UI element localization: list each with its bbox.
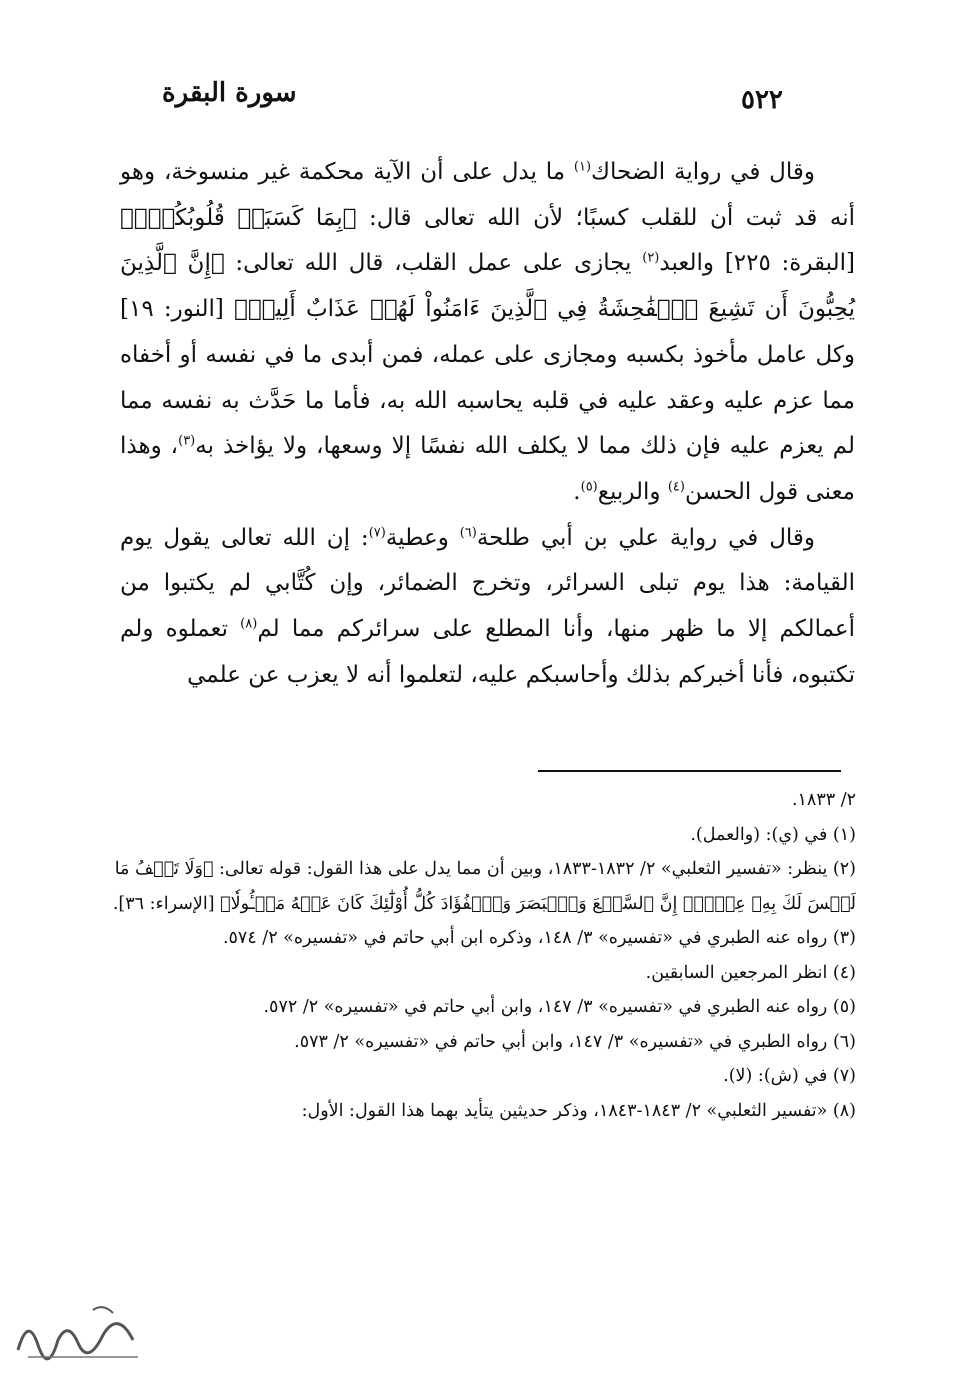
text-span: ، وهذا معنى قول الحسن: [120, 433, 855, 505]
footnote-ref-6: (٦): [459, 524, 477, 540]
footnote-ref-8: (٨): [240, 616, 258, 632]
footnote-1: (١) في (ي): (والعمل).: [690, 824, 856, 845]
page-number: ٥٢٢: [741, 85, 783, 115]
footnote-ref-7: (٧): [368, 524, 386, 540]
footnote-ref-3: (٣): [178, 433, 196, 449]
footnote-ref-5: (٥): [580, 479, 598, 495]
footnote-4: (٤) انظر المرجعين السابقين.: [645, 962, 856, 983]
main-text: [120, 150, 855, 698]
footnote-ref-1: (١): [573, 159, 592, 175]
footnote-3: (٣) رواه عنه الطبري في «تفسيره» ٣/ ١٤٨، وذكره ابن أبي حاتم في «تفسيره» ٢/ ٥٧٤.: [222, 928, 856, 948]
footnote-separator: [538, 770, 841, 772]
footnote-6: (٦) رواه الطبري في «تفسيره» ٣/ ١٤٧، وابن أبي حاتم في «تفسيره» ٢/ ٥٧٣.: [294, 1031, 856, 1052]
footnote-ref-4: (٤): [667, 479, 685, 495]
text-span: وقال في رواية علي بن أبي طلحة: [476, 524, 816, 551]
paragraph-1: [120, 150, 855, 516]
footnote-7: (٧) في (ش): (لا).: [723, 1066, 856, 1086]
calligraphy-watermark-logo: [8, 1295, 158, 1365]
text-span: ما يدل على أن الآية محكمة غير منسوخة، وهو أنه قد ثبت أن للقلب كسبًا؛ لأن الله تعالى قال: ﴿بِمَا كَسَبَتۡ قُلُوبُكُمۡۗ﴾ [البقرة: ٢٢٥] والعبد: [120, 159, 855, 277]
footnote-2: (٢) ينظر: «تفسير الثعلبي» ٢/ ١٨٣٢-١٨٣٣، وبين أن مما يدل على هذا القول: قوله تعالى: ﴿وَلَا تَقۡفُ مَا لَيۡسَ لَكَ بِهِۦ عِلۡمٌۚ إِنَّ ٱلسَّمۡعَ وَٱلۡبَصَرَ وَٱلۡفُؤَادَ كُلُّ أُوْلَٰٓئِكَ كَانَ عَنۡهُ مَسۡـُٔولٗا﴾ [الإسراء: ٣٦].: [112, 859, 856, 914]
footnote-5: (٥) رواه عنه الطبري في «تفسيره» ٣/ ١٤٧، وابن أبي حاتم في «تفسيره» ٢/ ٥٧٢.: [263, 997, 856, 1017]
text-span: والربيع: [597, 478, 668, 505]
running-header-surah: سورة البقرة: [162, 78, 297, 108]
footnote-ref-2: (٢): [642, 250, 660, 266]
text-span: تعملوه ولم تكتبوه، فأنا أخبركم بذلك وأحاسبكم عليه، لتعلموا أنه لا يعزب عن علمي: [120, 616, 855, 688]
text-span: يجازى على عمل القلب، قال الله تعالى: ﴿إِنَّ ٱلَّذِينَ يُحِبُّونَ أَن تَشِيعَ ٱلۡفَٰحِشَةُ فِي ٱلَّذِينَ ءَامَنُواْ لَهُمۡ عَذَابٌ أَلِيمٞ﴾ [النور: ١٩] وكل عامل مأخوذ بكسبه ومجازى على عمله، فمن أبدى ما في نفسه أو أخفاه مما عزم عليه وعقد عليه في قلبه يحاسبه الله به، فأما ما حَدَّث به نفسه مما لم يعزم عليه فإن ذلك مما لا يكلف الله نفسًا إلا وسعها، ولا يؤاخذ به: [120, 250, 855, 460]
text-span: وعطية: [385, 524, 460, 551]
footnote-carryover: ٢/ ١٨٣٣.: [791, 790, 856, 810]
text-span: : إن الله تعالى يقول يوم القيامة: هذا يوم تبلى السرائر، وتخرج الضمائر، وإن كُتَّابي لم يكتبوا من أعمالكم إلا ما ظهر منها، وأنا المطلع على سرائركم مما لم: [120, 524, 855, 643]
text-span: وقال في رواية الضحاك: [591, 159, 815, 185]
footnotes: [110, 783, 856, 1128]
footnote-8: (٨) «تفسير الثعلبي» ٢/ ١٨٤٣-١٨٤٣، وذكر حديثين يتأيد بهما هذا القول: الأول:: [301, 1100, 856, 1121]
text-span: .: [573, 478, 581, 505]
paragraph-2: [120, 516, 855, 699]
